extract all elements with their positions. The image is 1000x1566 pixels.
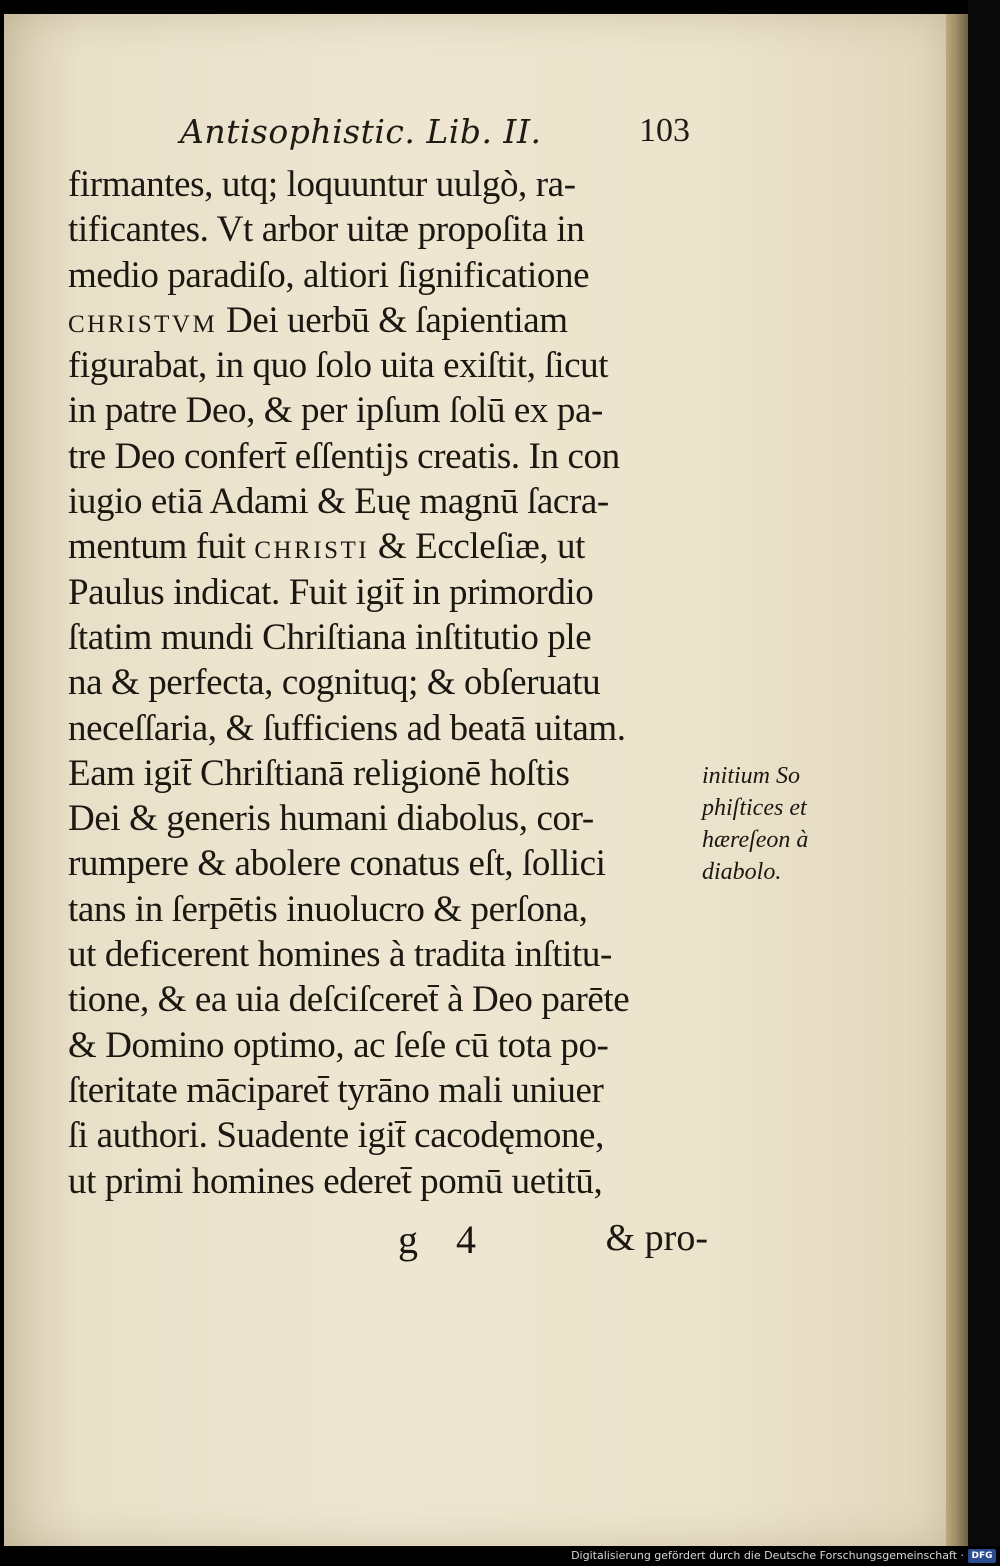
scan-border [968,0,1000,1566]
small-caps-word: CHRISTVM [68,310,218,338]
catchword: & pro- [605,1217,708,1259]
text-line: tione, & ea uia deſciſceret̄ à Deo parēte [68,979,630,1021]
marginal-line: hæreſeon à [702,827,809,853]
text-line: Dei & generis humani diabolus, cor- [68,798,594,840]
marginal-line: diabolo. [702,859,782,885]
digitization-credit: Digitalisierung gefördert durch die Deutsche Forschungsgemeinschaft · [571,1549,964,1562]
text-line: ſteritate māciparet̄ tyrāno mali uniuer [68,1069,604,1111]
body-text [68,162,708,1204]
text-line: medio paradiſo, altiori ſignificatione [68,254,590,296]
text-line: iugio etiā Adami & Euę magnū ſacra- [68,481,609,523]
text-line: neceſſaria, & ſufficiens ad beatā uitam. [68,707,626,749]
text-line: tre Deo confert̄ eſſentijs creatis. In con [68,435,620,477]
running-title: Antisophistic. Lib. II. [180,112,542,151]
text-line: ſtatim mundi Chriſtiana inſtitutio ple [68,616,592,658]
dfg-logo-icon: DFG [968,1549,996,1563]
text-line: rumpere & abolere conatus eſt, ſollici [68,843,606,885]
text-line: na & perfecta, cognituq; & obſeruatu [68,662,601,704]
text-line: ut deficerent homines à tradita inſtitu- [68,934,612,976]
text-line: ſi authori. Suadente igit̄ cacodęmone, [68,1115,604,1157]
text-line: ut primi homines ederet̄ pomū uetitū, [68,1160,603,1202]
page-number: 103 [639,112,690,149]
text-line: & Domino optimo, ac ſeſe cū tota po- [68,1024,609,1066]
small-caps-word: CHRISTI [254,537,370,565]
marginal-line: phiſtices et [702,795,807,821]
text-line: Eam igit̄ Chriſtianā religionē hoſtis [68,752,570,794]
credit-bar [0,1546,1000,1566]
page-footer [398,1216,708,1266]
text-line: in patre Deo, & per ipſum ſolū ex pa- [68,390,603,432]
text-line: mentum fuit CHRISTI & Eccleſiæ, ut [68,526,586,568]
marginal-note [702,760,842,888]
marginal-line: initium So [702,763,801,789]
signature-mark: g 4 [398,1217,490,1262]
text-line: tans in ſerpētis inuolucro & perſona, [68,888,588,930]
text-line: tificantes. Vt arbor uitæ propoſita in [68,209,585,251]
text-line: CHRISTVM Dei uerbū & ſapientiam [68,299,568,341]
page-edge-stack [946,14,968,1546]
text-line: firmantes, utq; loquuntur uulgò, ra- [68,164,576,205]
text-line: figurabat, in quo ſolo uita exiſtit, ſicut [68,345,609,387]
text-line: Paulus indicat. Fuit igit̄ in primordio [68,571,594,613]
page-header [180,112,690,162]
show-through-text [712,190,822,450]
